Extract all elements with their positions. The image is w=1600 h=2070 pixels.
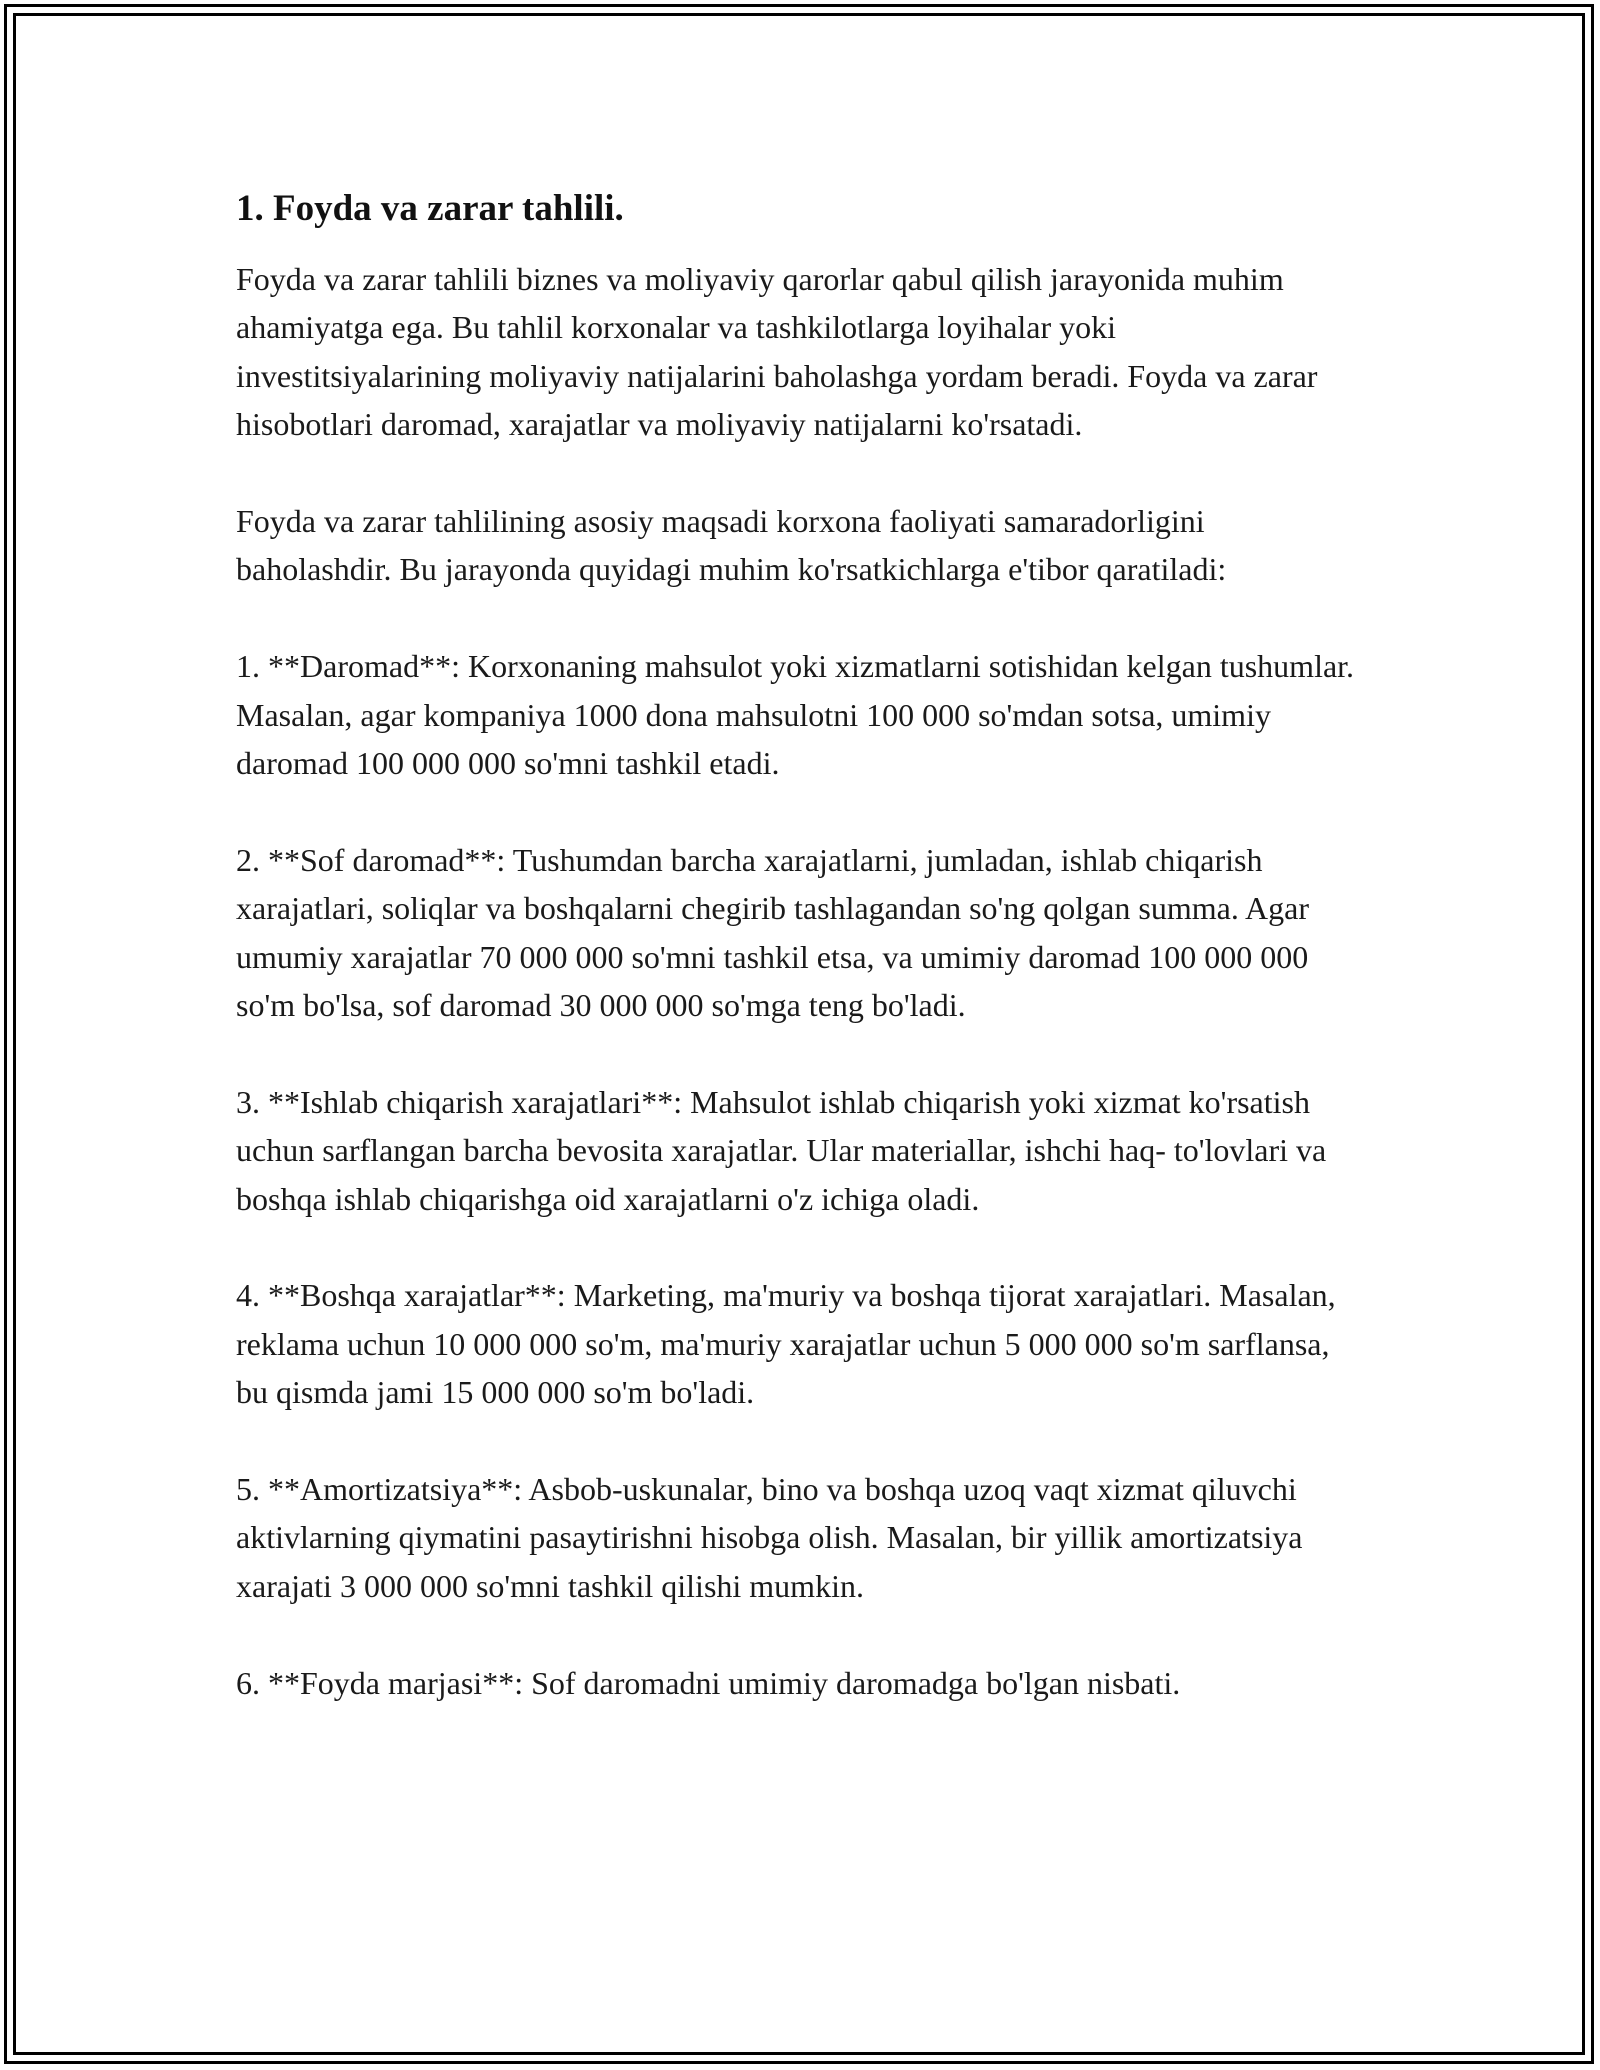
list-item-foyda-marjasi: 6. **Foyda marjasi**: Sof daromadni umimiy daromadga bo'lgan nisbati. xyxy=(236,1664,1181,1701)
list-item-daromad: 1. **Daromad**: Korxonaning mahsulot yoki xizmatlarni sotishidan kelgan tushumlar. Masalan, agar kompaniya 1000 dona mahsulotni 100 000 so'mdan sotsa, umimiy daromad 100 000 000 so'mni tashkil etadi. xyxy=(236,648,1355,782)
list-item-ishlab-chiqarish: 3. **Ishlab chiqarish xarajatlari**: Mahsulot ishlab chiqarish yoki xizmat ko'rsatish uchun sarflangan barcha bevosita xarajatlar. Ular materiallar, ishchi haq- to'lovlari va boshqa ishlab chiqarishga oid xarajatlarni o'z ichiga oladi. xyxy=(236,1083,1327,1217)
list-item-sof-daromad: 2. **Sof daromad**: Tushumdan barcha xarajatlarni, jumladan, ishlab chiqarish xarajatlari, soliqlar va boshqalarni chegirib tashlagandan so'ng qolgan summa. Agar umumiy xarajatlar 70 000 000 so'mni tashkil etsa, va umimiy daromad 100 000 000 so'm bo'lsa, sof daromad 30 000 000 so'mga teng bo'ladi. xyxy=(236,841,1310,1024)
document-title: 1. Foyda va zarar tahlili. xyxy=(236,188,624,229)
document-body xyxy=(236,185,1366,1707)
list-item-amortizatsiya: 5. **Amortizatsiya**: Asbob-uskunalar, bino va boshqa uzoq vaqt xizmat qiluvchi aktivlarning qiymatini pasaytirishni hisobga olish. Masalan, bir yillik amortizatsiya xarajati 3 000 000 so'mni tashkil qilishi mumkin. xyxy=(236,1471,1303,1604)
paragraph-purpose: Foyda va zarar tahlilining asosiy maqsadi korxona faoliyati samaradorligini baholashdir. Bu jarayonda quyidagi muhim ko'rsatkichlarga e'tibor qaratiladi: xyxy=(236,503,1227,588)
list-item-boshqa-xarajatlar: 4. **Boshqa xarajatlar**: Marketing, ma'muriy va boshqa tijorat xarajatlari. Masalan, reklama uchun 10 000 000 so'm, ma'muriy xarajatlar uchun 5 000 000 so'm sarflansa, bu qismda jami 15 000 000 so'm bo'ladi. xyxy=(236,1277,1336,1411)
paragraph-intro: Foyda va zarar tahlili biznes va moliyaviy qarorlar qabul qilish jarayonida muhim ahamiyatga ega. Bu tahlil korxonalar va tashkilotlarga loyihalar yoki investitsiyalarining moliyaviy natijalarini baholashga yordam beradi. Foyda va zarar hisobotlari daromad, xarajatlar va moliyaviy natijalarni ko'rsatadi. xyxy=(236,261,1318,443)
